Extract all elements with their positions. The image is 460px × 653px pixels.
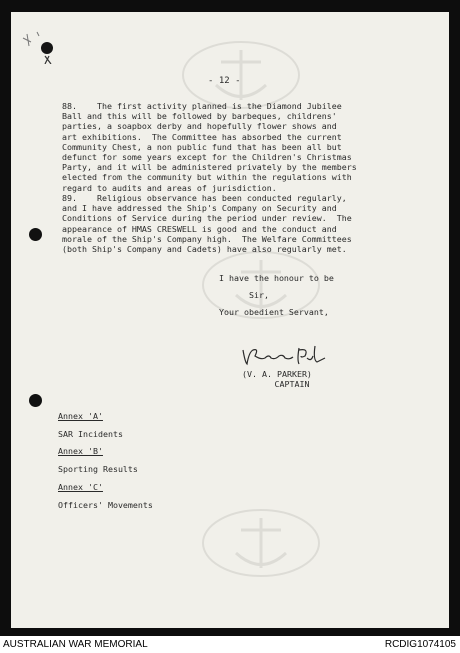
document-page <box>11 12 449 628</box>
anchor-watermark <box>201 508 321 578</box>
archive-footer <box>0 636 460 653</box>
punch-hole <box>29 228 42 241</box>
annex-list <box>58 408 153 514</box>
closing-block <box>219 270 334 321</box>
record-id: RCDIG1074105 <box>384 639 456 650</box>
annex-title: Annex 'C' <box>58 481 103 492</box>
page-number: - 12 - <box>208 76 241 86</box>
closing-line: Your obedient Servant, <box>219 307 329 317</box>
annex-content: Sporting Results <box>58 464 138 475</box>
signatory-block <box>242 369 312 389</box>
ink-blot-mark <box>19 28 59 64</box>
signatory-rank: CAPTAIN <box>274 379 310 389</box>
annex-title: Annex 'A' <box>58 411 103 421</box>
annex-content: SAR Incidents <box>58 428 123 439</box>
signatory-name: (V. A. PARKER) <box>242 369 312 379</box>
closing-line: I have the honour to be <box>219 273 334 283</box>
closing-line: Sir, <box>219 290 269 300</box>
paragraph-88: 88. The first activity planned is the Diamond Jubilee Ball and this will be followed by barbeques, childrens' parties, a soapbox derby and hopefully flower shows and art exhibitions. The Committee has absorbed the current Community Chest, a non public fund that has been all but defunct for some years except for the Children's Christmas Party, and it will be administered privately by the members elected from the community but within the regulations with regard to audits and areas of jurisdiction. <box>62 101 357 193</box>
paragraph-89: 89. Religious observance has been conducted regularly, and I have addressed the Ship's Company on Security and Conditions of Service during the period under review. The appearance of HMAS CRESWELL is good and the conduct and morale of the Ship's Company high. The Welfare Committees (both Ship's Company and Cadets) have also regularly met. <box>62 193 352 255</box>
annex-content: Officers' Movements <box>58 499 153 510</box>
punch-hole <box>29 394 42 407</box>
handwritten-signature <box>239 342 331 368</box>
archive-name: AUSTRALIAN WAR MEMORIAL <box>3 639 148 650</box>
annex-title: Annex 'B' <box>58 446 103 457</box>
anchor-watermark <box>181 40 301 110</box>
